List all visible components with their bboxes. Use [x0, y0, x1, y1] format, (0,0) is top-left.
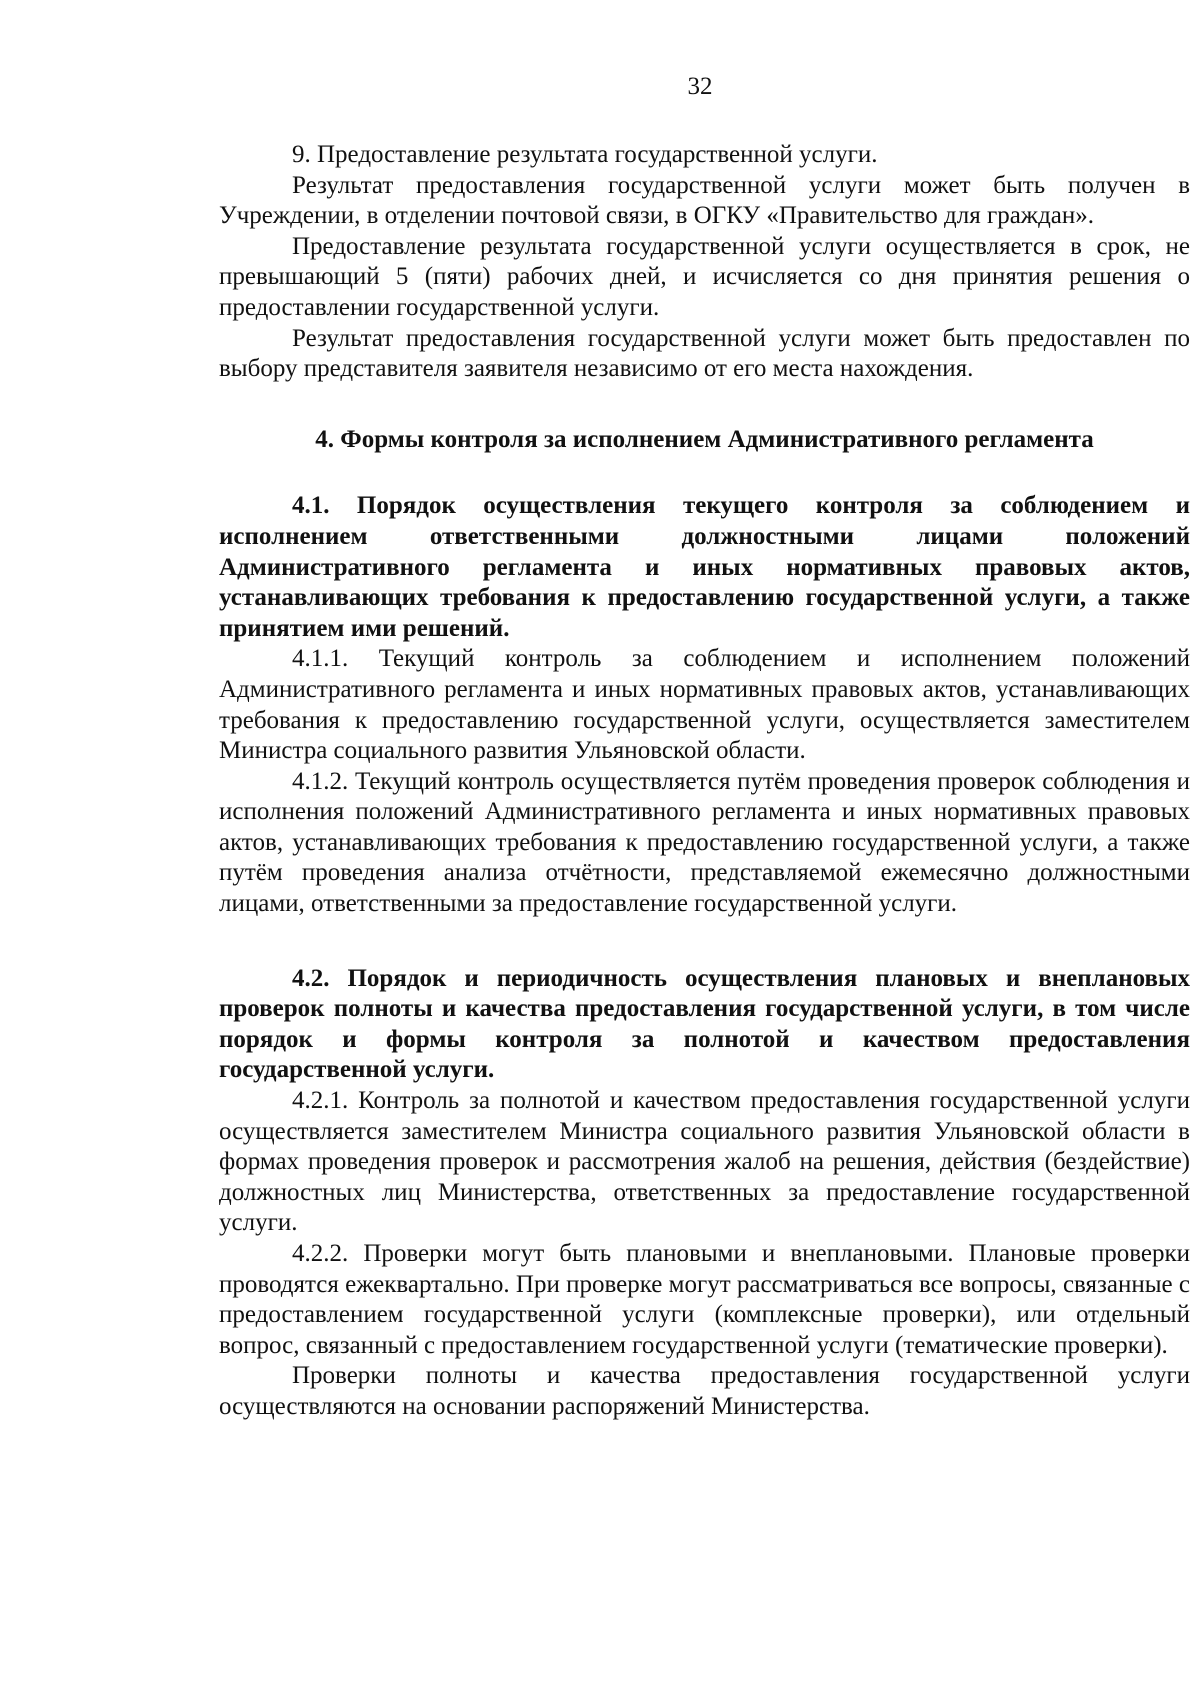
page-number: 32	[687, 73, 713, 100]
paragraph-result-location: Результат предоставления государственной услуги может быть получен в Учреждении, в отделении почтовой связи, в ОГКУ «Правительство для граждан».	[219, 171, 1190, 230]
section-4-title: 4. Формы контроля за исполнением Административного регламента	[315, 425, 1094, 453]
document-body	[219, 140, 1190, 1423]
paragraph-result-delivery-heading: 9. Предоставление результата государственной услуги.	[292, 141, 878, 168]
paragraph-4-1-1: 4.1.1. Текущий контроль за соблюдением и исполнением положений Административного регламента и иных нормативных правовых актов, устанавливающих требования к предоставлению государственной услуги, осуществляется заместителем Министра социального развития Ульяновской области.	[219, 645, 1190, 765]
paragraph-4-2-3: Проверки полноты и качества предоставления государственной услуги осуществляются на основании распоряжений Министерства.	[219, 1362, 1190, 1420]
paragraph-4-1-2: 4.1.2. Текущий контроль осуществляется путём проведения проверок соблюдения и исполнения положений Административного регламента и иных нормативных правовых актов, устанавливающих требования к предоставлению государственной услуги, а также путём проведения анализа отчётности, представляемой ежемесячно должностными лицами, ответственными за предоставление государственной услуги.	[219, 767, 1190, 918]
paragraph-result-choice: Результат предоставления государственной услуги может быть предоставлен по выбору представителя заявителя независимо от его места нахождения.	[219, 324, 1190, 383]
paragraph-result-term: Предоставление результата государственной услуги осуществляется в срок, не превышающий 5 (пяти) рабочих дней, и исчисляется со дня принятия решения о предоставлении государственной услуги.	[219, 232, 1190, 321]
paragraph-4-2-1: 4.2.1. Контроль за полнотой и качеством предоставления государственной услуги осуществляется заместителем Министра социального развития Ульяновской области в формах проведения проверок и рассмотрения жалоб на решения, действия (бездействие) должностных лиц Министерства, ответственных за предоставление государственной услуги.	[219, 1087, 1190, 1237]
section-4-2-heading: 4.2. Порядок и периодичность осуществления плановых и внеплановых проверок полноты и качества предоставления государственной услуги, в том числе порядок и формы контроля за полнотой и качеством предоставления государственной услуги.	[219, 964, 1190, 1084]
section-4-1-heading: 4.1. Порядок осуществления текущего контроля за соблюдением и исполнением ответственными должностными лицами положений Административного регламента и иных нормативных правовых актов, устанавливающих требования к предоставлению государственной услуги, а также принятием ими решений.	[219, 492, 1190, 642]
paragraph-4-2-2: 4.2.2. Проверки могут быть плановыми и внеплановыми. Плановые проверки проводятся ежеквартально. При проверке могут рассматриваться все вопросы, связанные с предоставлением государственной услуги (комплексные проверки), или отдельный вопрос, связанный с предоставлением государственной услуги (тематические проверки).	[219, 1240, 1190, 1359]
